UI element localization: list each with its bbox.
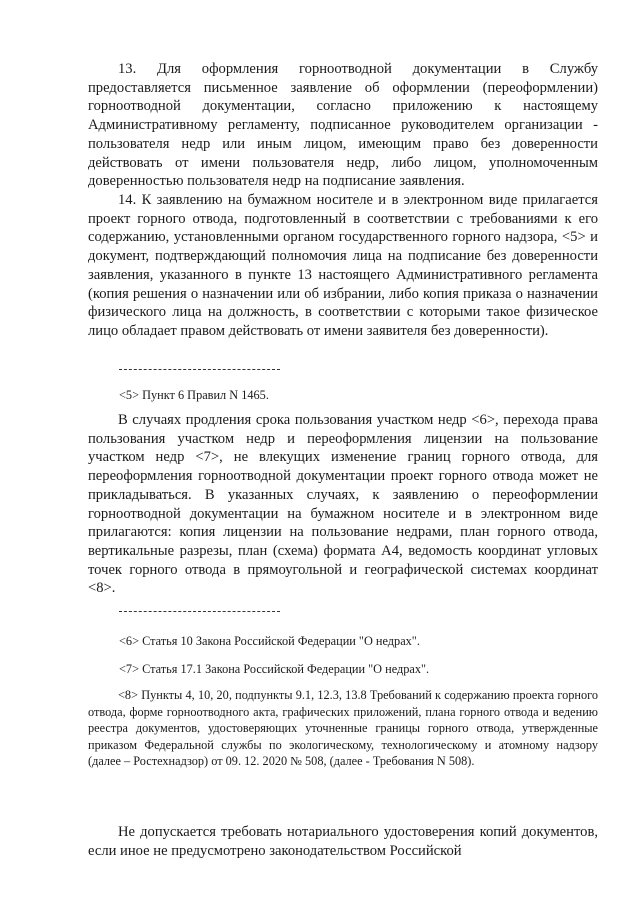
paragraph-14: 14. К заявлению на бумажном носителе и в электронном виде прилагается проект горного отвода, подготовленный в соответствии с требованиями к его содержанию, установленными органом государственного горного надзора, <5> и документ, подтверждающий полномочия лица на подписание без доверенности заявления, указанного в пункте 13 настоящего Административного регламента (копия решения о назначении или об избрании, либо копия приказа о назначении физического лица на должность, в соответствии с которыми такое физическое лицо обладает правом действовать от имени заявителя без доверенности). [88, 192, 598, 339]
footnote-separator [119, 369, 280, 370]
footnote-6: <6> Статья 10 Закона Российской Федерации "О недрах". [119, 634, 420, 648]
footnote-8: <8> Пункты 4, 10, 20, подпункты 9.1, 12.3, 13.8 Требований к содержанию проекта горного отвода, форме горноотводного акта, графических приложений, плана горного отвода и ведению реестра документов, удостоверяющих уточненные границы горного отвода, утвержденные приказом Федеральной службы по экологическому, технологическому и атомному надзору (далее – Ростехнадзор) от 09. 12. 2020 № 508, (далее - Требования N 508). [88, 688, 598, 769]
footnote-separator [119, 611, 280, 612]
paragraph-extension: В случаях продления срока пользования участком недр <6>, перехода права пользования участком недр и переоформления лицензии на пользование участком недр <7>, не влекущих изменение границ горного отвода, для переоформления горноотводной документации проект горного отвода может не прикладываться. В указанных случаях, к заявлению о переоформлении горноотводной документации на бумажном носителе и в электронном виде прилагаются: копия лицензии на пользование недрами, план горного отвода, вертикальные разрезы, план (схема) формата А4, ведомость координат угловых точек горного отвода в прямоугольной и географической системах координат <8>. [88, 412, 598, 597]
paragraph-13: 13. Для оформления горноотводной документации в Службу предоставляется письменное заявление об оформлении (переоформлении) горноотводной документации, согласно приложению к настоящему Административному регламенту, подписанное руководителем организации - пользователя недр или иным лицом, имеющим право без доверенности действовать от имени пользователя недр, либо лицом, уполномоченным доверенностью пользователя недр на подписание заявления. [88, 61, 598, 190]
paragraph-notary: Не допускается требовать нотариального удостоверения копий документов, если иное не предусмотрено законодательством Российской [88, 824, 598, 859]
footnote-7: <7> Статья 17.1 Закона Российской Федерации "О недрах". [119, 662, 430, 676]
footnote-5: <5> Пункт 6 Правил N 1465. [119, 388, 269, 402]
